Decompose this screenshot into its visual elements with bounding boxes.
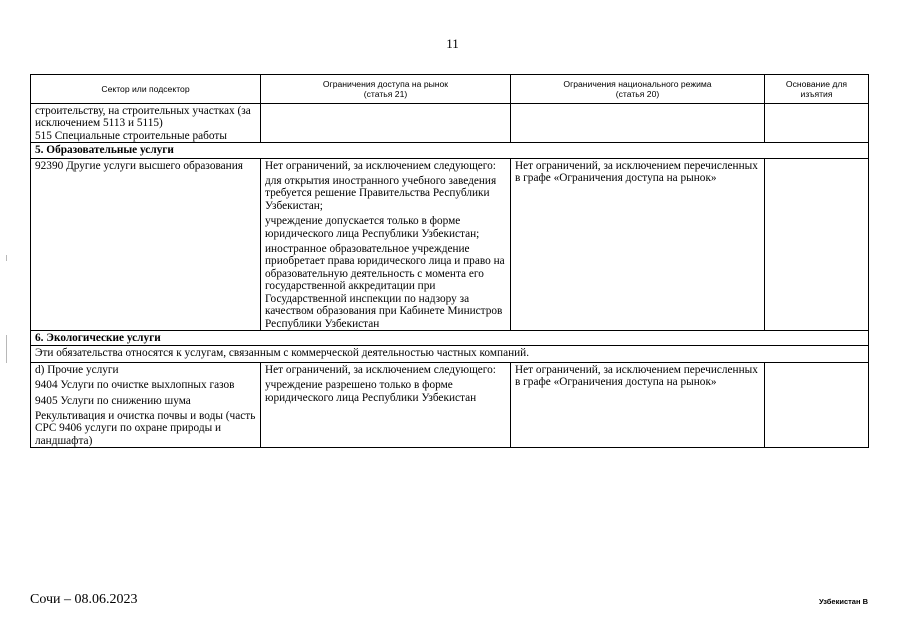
sector-text: 515 Специальные строительные работы (35, 129, 227, 142)
limitation-text: Нет ограничений, за исключением перечисленных в графе «Ограничения доступа на рынок» (515, 363, 758, 389)
basis-cell (765, 362, 869, 447)
section-note-row (31, 346, 869, 362)
section-note: Эти обязательства относятся к услугам, связанным с коммерческой деятельностью частных компаний. (31, 346, 869, 362)
basis-cell (765, 158, 869, 330)
section-title: 5. Образовательные услуги (31, 143, 869, 158)
limitation-text: учреждение допускается только в форме юридического лица Республики Узбекистан; (265, 215, 480, 240)
header-row (31, 75, 869, 104)
section-heading-row (31, 143, 869, 158)
footer-place-date: Сочи – 08.06.2023 (30, 592, 138, 607)
sector-cell (31, 104, 261, 143)
national-treatment-cell (511, 362, 765, 447)
table-row (31, 104, 869, 143)
header-basis: Основание для изъятия (765, 75, 869, 104)
table-row (31, 362, 869, 447)
limitation-text: учреждение разрешено только в форме юридического лица Республики Узбекистан (265, 379, 477, 404)
sector-cell (31, 362, 261, 447)
commitments-table (30, 74, 869, 448)
sector-text: 9404 Услуги по очистке выхлопных газов (35, 379, 235, 392)
limitation-text: иностранное образовательное учреждение приобретает права юридического лица и право на образовательную деятельность с момента его государственной аккредитации при Государственной инспекции по надзору за качеством образования при Кабинете Министров Республики Узбекистан (265, 243, 505, 330)
section-heading-row (31, 330, 869, 345)
header-market-access: Ограничения доступа на рынок (статья 21) (261, 75, 511, 104)
limitation-text: Нет ограничений, за исключением следующего: (265, 363, 496, 376)
sector-text: Рекультивация и очистка почвы и воды (часть CPC 9406 услуги по охране природы и ландшафта) (35, 409, 256, 447)
section-title: 6. Экологические услуги (31, 330, 869, 345)
market-access-cell (261, 104, 511, 143)
header-sector: Сектор или подсектор (31, 75, 261, 104)
margin-mark (6, 335, 7, 363)
sector-text: d) Прочие услуги (35, 363, 119, 376)
table-row (31, 158, 869, 330)
page-number: 11 (446, 36, 459, 51)
market-access-cell (261, 362, 511, 447)
national-treatment-cell (511, 104, 765, 143)
sector-text: 92390 Другие услуги высшего образования (35, 159, 243, 172)
sector-text: строительству, на строительных участках (за исключением 5113 и 5115) (35, 105, 251, 130)
basis-cell (765, 104, 869, 143)
limitation-text: для открытия иностранного учебного заведения требуется решение Правительства Республики Узбекистан; (265, 175, 497, 212)
national-treatment-cell (511, 158, 765, 330)
sector-text: 9405 Услуги по снижению шума (35, 394, 191, 407)
footer-document-id: Узбекистан В (818, 597, 868, 606)
limitation-text: Нет ограничений, за исключением перечисленных в графе «Ограничения доступа на рынок» (515, 159, 758, 185)
header-national-treatment: Ограничения национального режима (статья 20) (511, 75, 765, 104)
limitation-text: Нет ограничений, за исключением следующего: (265, 159, 496, 172)
sector-cell (31, 158, 261, 330)
market-access-cell (261, 158, 511, 330)
margin-mark (6, 255, 7, 261)
